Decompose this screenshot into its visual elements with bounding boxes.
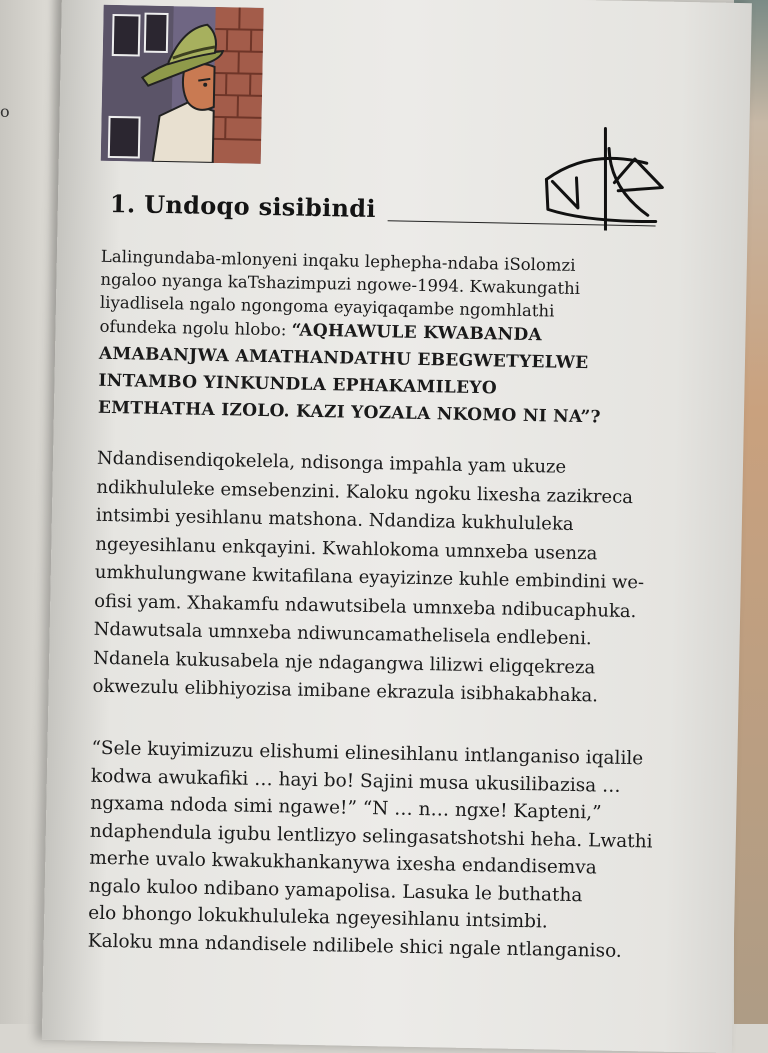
text-line: ndikhululeke emsebenzini. Kaloku ngoku lixesha zazikreca — [96, 473, 676, 513]
headline-line: AMABANJWA AMATHANDATHU EBEGWETYELWE — [99, 341, 679, 379]
text-line: ofisi yam. Xhakamfu ndawutsibela umnxeba ndibucaphuka. — [94, 587, 674, 627]
text-line: Kaloku mna ndandisele ndilibele shici ngale ntlanganiso. — [87, 927, 667, 966]
text-line: ndaphendula igubu lentlizyo selingasatshotshi heha. Lwathi — [90, 817, 670, 856]
text-line: okwezulu elibhiyozisa imibane ekrazula isibhakabhaka. — [92, 673, 672, 713]
text-line: “Sele kuyimizuzu elishumi elinesihlanu intlanganiso iqalile — [91, 735, 671, 774]
text-line: ngalo kuloo ndibano yamapolisa. Lasuka le buthatha — [89, 872, 669, 911]
detective-peeking-illustration — [101, 5, 264, 164]
headline-line: “AQHAWULE KWABANDA — [291, 320, 542, 345]
paragraph-newspaper-intro — [98, 245, 681, 433]
book-page — [42, 0, 752, 1053]
handwritten-signature-mark — [537, 117, 669, 231]
text-line: umkhulungwane kwitafilana eyayizinze kuhle embindini we- — [95, 559, 675, 599]
paragraph-meeting — [87, 735, 671, 966]
text-line: elo bhongo lokukhululeka ngeyesihlanu intsimbi. — [88, 900, 668, 939]
text-line: merhe uvalo kwakukhankanywa ixesha endandisemva — [89, 845, 669, 884]
paragraph-office-phone — [92, 445, 677, 713]
text-line: Ndanela kukusabela nje ndagangwa lilizwi eligqekreza — [93, 644, 673, 684]
text-line: Ndandisendiqokelela, ndisonga impahla yam ukuze — [97, 445, 677, 485]
text-line: Ndawutsala umnxeba ndiwuncamathelisela endlebeni. — [93, 616, 673, 656]
text-line: kodwa awukafiki … hayi bo! Sajini musa ukusilibazisa … — [91, 762, 671, 801]
text-line: ofundeka ngolu hlobo: — [99, 317, 286, 340]
left-page-fragment: o — [0, 102, 10, 121]
text-line: ngaloo nyanga kaTshazimpuzi ngowe-1994. Kwakungathi — [100, 268, 680, 302]
text-line: ngeyesihlanu enkqayini. Kwahlokoma umnxeba usenza — [95, 530, 675, 570]
text-line: Lalingundaba-mlonyeni inqaku lephepha-ndaba iSolomzi — [101, 245, 681, 279]
headline-line: EMTHATHA IZOLO. KAZI YOZALA NKOMO NI NA”? — [98, 395, 678, 433]
text-line: intsimbi yesihlanu matshona. Ndandiza kukhululeka — [96, 502, 676, 542]
headline-line: INTAMBO YINKUNDLA EPHAKAMILEYO — [98, 368, 678, 406]
text-line: liyadlisela ngalo ngongoma eyayiqaqambe ngomhlathi — [100, 291, 680, 325]
text-line: ngxama ndoda simi ngawe!” “N … n… ngxe! Kapteni,” — [90, 790, 670, 829]
chapter-title: 1. Undoqo sisibindi — [110, 189, 376, 223]
